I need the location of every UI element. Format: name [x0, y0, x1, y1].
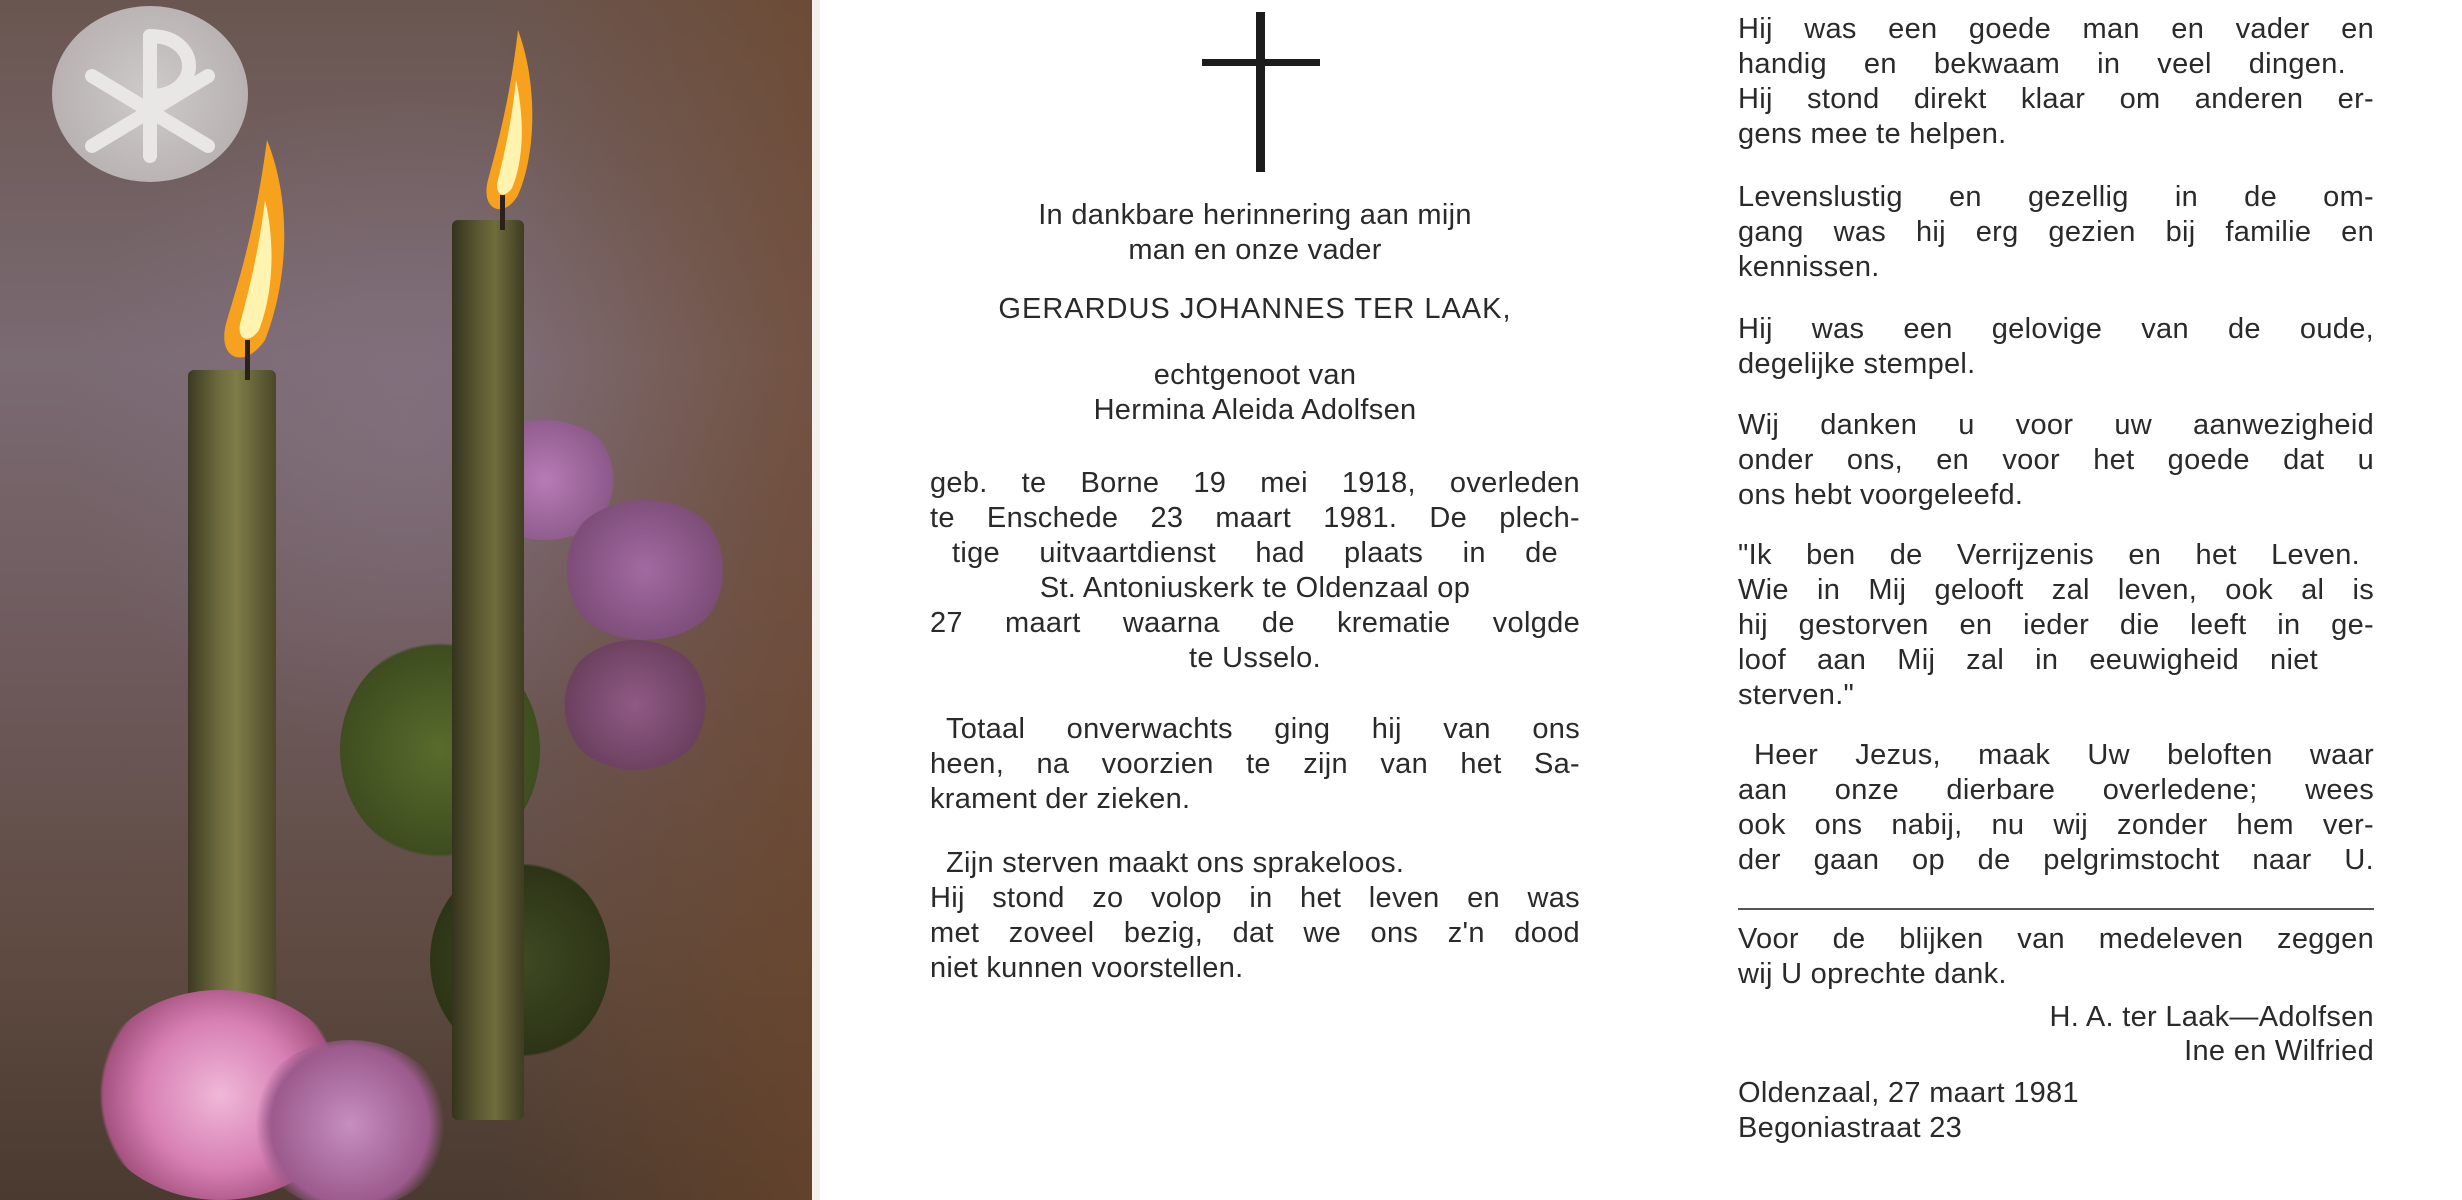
right-panel: [1738, 0, 2374, 1200]
flower-petal: [560, 640, 710, 770]
sociable-paragraph: [1738, 180, 2374, 285]
cross-icon: [1202, 12, 1322, 172]
dedication-line: In dankbare herinnering aan mijn: [1038, 199, 1472, 231]
memorial-photo: [0, 0, 812, 1200]
faith-line: Hij was een gelovige van de oude,: [1738, 313, 2374, 345]
life-dates-line: te Enschede 23 maart 1981. De plech-: [930, 502, 1580, 534]
speechless-line: met zoveel bezig, dat we ons z'n dood: [930, 917, 1580, 949]
life-dates-line: tige uitvaartdienst had plaats in de: [952, 537, 1558, 569]
speechless-line: Zijn sterven maakt ons sprakeloos.: [946, 847, 1405, 879]
sudden-line: Totaal onverwachts ging hij van ons: [946, 713, 1580, 745]
candle-left: [188, 370, 276, 1030]
life-dates-line: geb. te Borne 19 mei 1918, overleden: [930, 467, 1580, 499]
sociable-line: Levenslustig en gezellig in de om-: [1738, 181, 2374, 213]
dedication: [930, 198, 1580, 268]
deceased-name: [930, 292, 1580, 327]
scripture-quote: [1738, 538, 2374, 713]
character-line: Hij stond direkt klaar om anderen er-: [1738, 83, 2374, 115]
scripture-line: "Ik ben de Verrijzenis en het Leven.: [1738, 539, 2360, 571]
place-date-text: Oldenzaal, 27 maart 1981: [1738, 1077, 2079, 1109]
gratitude-line: onder ons, en voor het goede dat u: [1738, 444, 2374, 476]
signatory: [2050, 1000, 2374, 1035]
speechless-line: niet kunnen voorstellen.: [930, 952, 1244, 984]
address-text: Begoniastraat 23: [1738, 1112, 1963, 1144]
gratitude-line: Wij danken u voor uw aanwezigheid: [1738, 409, 2374, 441]
prayer-paragraph: [1738, 738, 2374, 878]
flower-bloom: [250, 1040, 450, 1200]
dedication-line: man en onze vader: [1128, 234, 1382, 266]
character-line: gens mee te helpen.: [1738, 118, 2007, 150]
sociable-line: gang was hij erg gezien bij familie en: [1738, 216, 2374, 248]
faith-line: degelijke stempel.: [1738, 348, 1976, 380]
scripture-line: hij gestorven en ieder die leeft in ge-: [1738, 609, 2374, 641]
scripture-line: sterven.": [1738, 679, 1855, 711]
prayer-line: der gaan op de pelgrimstocht naar U.: [1738, 844, 2374, 876]
faith-paragraph: [1738, 312, 2374, 382]
life-dates-line: St. Antoniuskerk te Oldenzaal op: [1039, 572, 1471, 604]
signatory-name: H. A. ter Laak—Adolfsen: [2049, 1001, 2374, 1033]
spouse-line: Hermina Aleida Adolfsen: [1093, 394, 1417, 426]
gratitude-paragraph: [1738, 408, 2374, 513]
life-dates-line: 27 maart waarna de krematie volgde: [930, 607, 1580, 639]
thanks-line: Voor de blijken van medeleven zeggen: [1738, 923, 2374, 955]
flame-left-icon: [205, 140, 315, 380]
flame-right-icon: [470, 30, 550, 230]
deceased-name-text: GERARDUS JOHANNES TER LAAK,: [998, 293, 1512, 325]
signatory: [2184, 1034, 2374, 1069]
candle-right: [452, 220, 524, 1120]
flower-petal: [560, 500, 730, 640]
thanks-line: wij U oprechte dank.: [1738, 958, 2007, 990]
life-dates-line: te Usselo.: [1189, 642, 1321, 674]
scripture-line: Wie in Mij gelooft zal leven, ook al is: [1738, 574, 2374, 606]
character-line: handig en bekwaam in veel dingen.: [1738, 48, 2346, 80]
speechless-line: Hij stond zo volop in het leven en was: [930, 882, 1580, 914]
address: [1738, 1111, 1962, 1146]
middle-panel: [930, 0, 1580, 1200]
panel-separator: [812, 0, 820, 1200]
gratitude-line: ons hebt voorgeleefd.: [1738, 479, 2024, 511]
place-date: [1738, 1076, 2079, 1111]
character-line: Hij was een goede man en vader en: [1738, 13, 2374, 45]
spouse-line: echtgenoot van: [1153, 359, 1357, 391]
speechless: [930, 846, 1580, 986]
signatory-name: Ine en Wilfried: [2184, 1035, 2374, 1067]
sudden-line: heen, na voorzien te zijn van het Sa-: [930, 748, 1580, 780]
prayer-line: aan onze dierbare overledene; wees: [1738, 774, 2374, 806]
sociable-line: kennissen.: [1738, 251, 1880, 283]
prayer-line: Heer Jezus, maak Uw beloften waar: [1754, 739, 2374, 771]
scripture-line: loof aan Mij zal in eeuwigheid niet: [1738, 644, 2318, 676]
character-paragraph: [1738, 12, 2374, 152]
sudden-passing: [930, 712, 1580, 817]
divider: [1738, 908, 2374, 910]
prayer-line: ook ons nabij, nu wij zonder hem ver-: [1738, 809, 2374, 841]
thanks-paragraph: [1738, 922, 2374, 992]
life-dates: [930, 466, 1580, 676]
spouse-info: [930, 358, 1580, 428]
sudden-line: krament der zieken.: [930, 783, 1191, 815]
